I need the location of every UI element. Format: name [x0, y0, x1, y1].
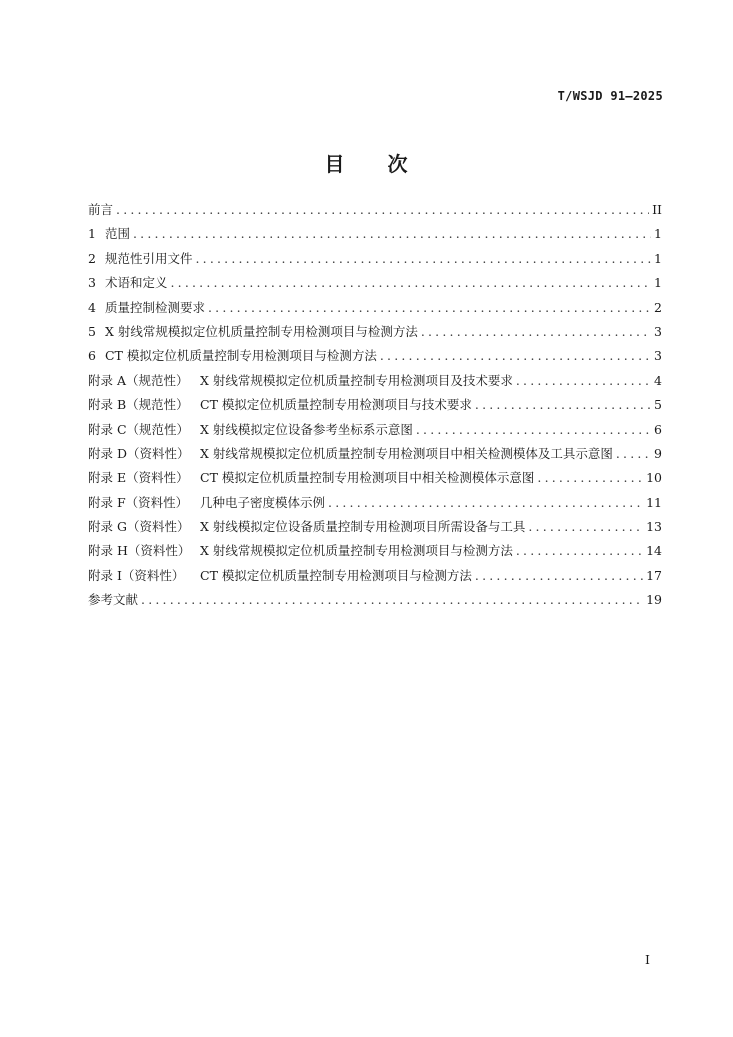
page-title: 目 次 [324, 152, 409, 176]
toc-leader-dots [208, 300, 651, 315]
toc-entry-text: X 射线常规模拟定位机质量控制专用检测项目与检测方法 [200, 543, 513, 559]
toc-leader-dots [328, 495, 643, 510]
toc-entry-appendix-e[interactable] [88, 468, 662, 492]
toc-clause-number: 5 [88, 323, 96, 339]
toc-leader-dots [475, 568, 643, 583]
toc-page-number: 14 [646, 543, 662, 559]
toc-leader-dots [516, 543, 643, 558]
toc-entry-text: CT 模拟定位机质量控制专用检测项目与技术要求 [200, 397, 472, 413]
table-of-contents [88, 200, 662, 615]
toc-entry-text: X 射线模拟定位设备参考坐标系示意图 [200, 421, 413, 437]
toc-page-number: 11 [646, 494, 662, 510]
toc-entry-bibliography[interactable] [88, 590, 662, 614]
toc-entry-text: 几种电子密度模体示例 [200, 494, 326, 510]
toc-entry-terms-definitions[interactable] [88, 273, 662, 297]
toc-entry-text: X 射线常规模拟定位机质量控制专用检测项目及技术要求 [200, 372, 513, 388]
toc-entry-text: 参考文献 [88, 592, 139, 608]
toc-appendix-label: 附录 D（资料性） [88, 445, 190, 461]
toc-leader-dots [380, 348, 651, 363]
page-number: I [645, 952, 650, 967]
document-code: T/WSJD 91—2025 [557, 89, 663, 103]
toc-entry-text: 范围 [104, 226, 130, 242]
toc-entry-normative-references[interactable] [88, 249, 662, 273]
toc-entry-text: CT 模拟定位机质量控制专用检测项目与检测方法 [200, 567, 472, 583]
toc-leader-dots [537, 470, 643, 485]
toc-clause-number: 3 [88, 275, 96, 291]
toc-leader-dots [516, 373, 651, 388]
toc-page-number: 1 [654, 275, 662, 291]
toc-entry-appendix-c[interactable] [88, 420, 662, 444]
toc-entry-text: X 射线模拟定位设备质量控制专用检测项目所需设备与工具 [200, 519, 526, 535]
toc-leader-dots [133, 226, 651, 241]
toc-page-number: 2 [654, 299, 662, 315]
toc-leader-dots [195, 251, 651, 266]
toc-entry-text: 质量控制检测要求 [104, 299, 205, 315]
toc-page-number: 5 [654, 397, 662, 413]
toc-leader-dots [528, 519, 643, 534]
toc-clause-number: 1 [88, 226, 96, 242]
toc-entry-appendix-b[interactable] [88, 395, 662, 419]
toc-page-number: 1 [654, 250, 662, 266]
toc-leader-dots [421, 324, 651, 339]
toc-leader-dots [416, 422, 651, 437]
toc-entry-text: 前言 [88, 202, 114, 217]
toc-appendix-label: 附录 H（资料性） [88, 543, 191, 559]
toc-entry-text: CT 模拟定位机质量控制专用检测项目与检测方法 [104, 348, 377, 364]
toc-entry-text: 规范性引用文件 [104, 250, 193, 266]
toc-entry-clause-5[interactable] [88, 322, 662, 346]
toc-appendix-label: 附录 I（资料性） [88, 567, 185, 583]
toc-entry-text: 术语和定义 [104, 275, 168, 291]
toc-page-number: 19 [646, 592, 662, 608]
toc-entry-qc-requirements[interactable] [88, 298, 662, 322]
toc-page-number: 3 [654, 348, 662, 364]
toc-page-number: 1 [654, 226, 662, 242]
toc-leader-dots [116, 202, 649, 217]
toc-appendix-label: 附录 C（规范性） [88, 421, 190, 437]
toc-entry-text: X 射线常规模拟定位机质量控制专用检测项目中相关检测模体及工具示意图 [200, 445, 613, 461]
toc-clause-number: 2 [88, 250, 96, 266]
toc-page-number: II [652, 202, 662, 217]
toc-leader-dots [141, 592, 643, 607]
toc-page-number: 10 [646, 470, 662, 486]
toc-appendix-label: 附录 G（资料性） [88, 519, 190, 535]
toc-page-number: 6 [654, 421, 662, 437]
toc-appendix-label: 附录 A（规范性） [88, 372, 189, 388]
toc-entry-appendix-d[interactable] [88, 444, 662, 468]
toc-entry-text: X 射线常规模拟定位机质量控制专用检测项目与检测方法 [104, 323, 418, 339]
toc-entry-foreword[interactable] [88, 200, 662, 224]
toc-leader-dots [616, 446, 651, 461]
toc-clause-number: 4 [88, 299, 96, 315]
toc-page-number: 3 [654, 323, 662, 339]
toc-appendix-label: 附录 F（资料性） [88, 494, 189, 510]
toc-clause-number: 6 [88, 348, 96, 364]
toc-appendix-label: 附录 B（规范性） [88, 397, 189, 413]
toc-page-number: 9 [654, 445, 662, 461]
toc-entry-appendix-h[interactable] [88, 541, 662, 565]
toc-appendix-label: 附录 E（资料性） [88, 470, 189, 486]
toc-entry-clause-6[interactable] [88, 346, 662, 370]
toc-leader-dots [475, 397, 651, 412]
toc-entry-text: CT 模拟定位机质量控制专用检测项目中相关检测模体示意图 [200, 470, 535, 486]
toc-entry-scope[interactable] [88, 224, 662, 248]
toc-page-number: 17 [646, 567, 662, 583]
toc-page-number: 4 [654, 372, 662, 388]
toc-entry-appendix-a[interactable] [88, 371, 662, 395]
toc-entry-appendix-f[interactable] [88, 493, 662, 517]
toc-entry-appendix-i[interactable] [88, 566, 662, 590]
toc-entry-appendix-g[interactable] [88, 517, 662, 541]
toc-leader-dots [170, 275, 651, 290]
toc-page-number: 13 [646, 519, 662, 535]
